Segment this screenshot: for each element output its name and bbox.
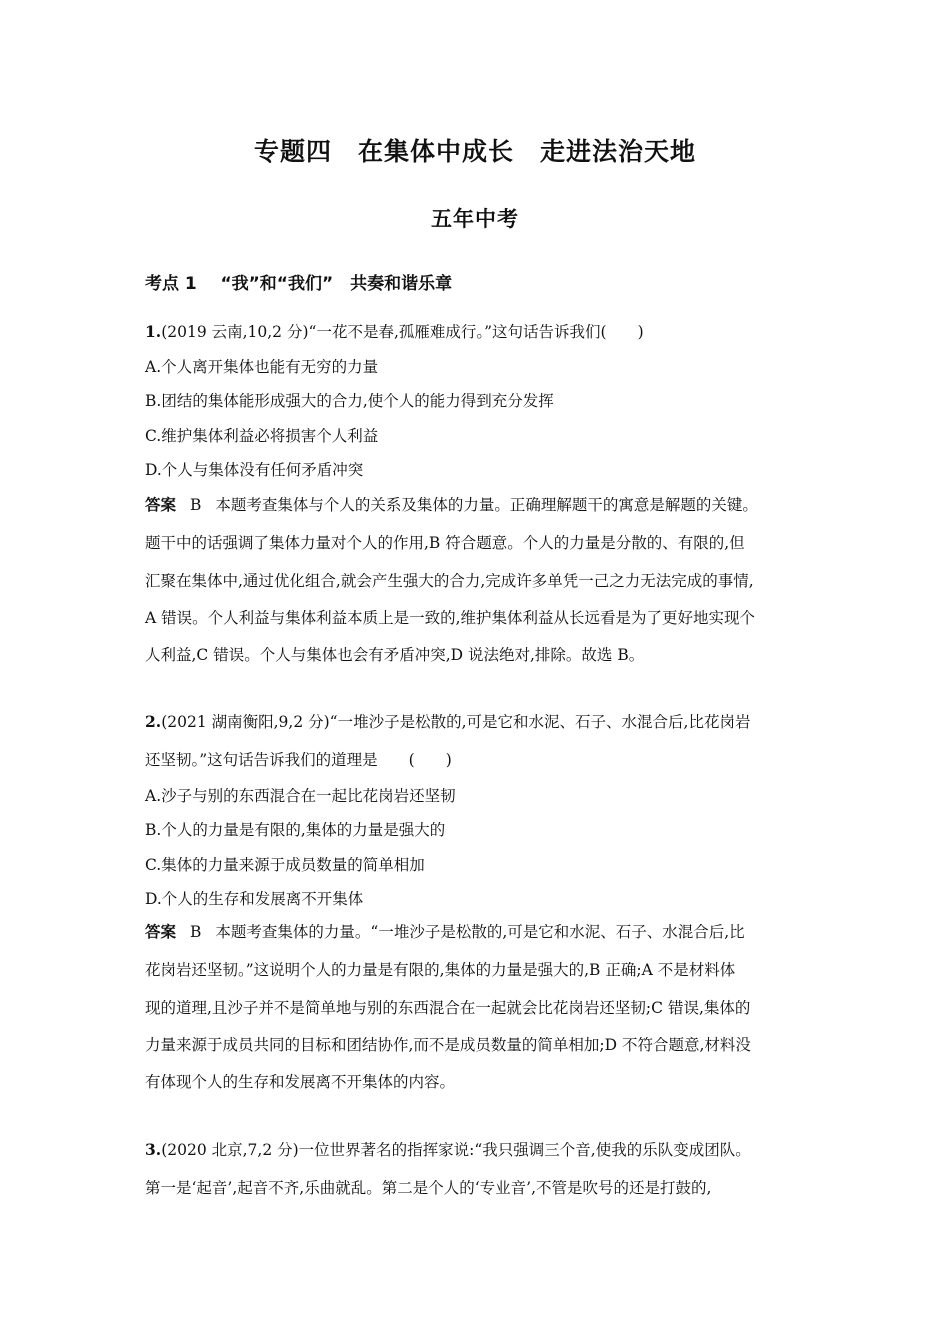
question-1-option-c: C.维护集体利益必将损害个人利益 [145, 427, 379, 445]
question-1-stem-line: (2019 云南,10,2 分)“一花不是春,孤雁难成行。”这句话告诉我们( ) [161, 323, 644, 341]
question-2-option-d: D.个人的生存和发展离不开集体 [145, 890, 364, 908]
question-1-number: 1. [145, 322, 162, 341]
section-label: 考点 1 [145, 274, 197, 294]
answer-letter: B [190, 923, 202, 941]
question-2-answer-line: 现的道理,且沙子并不是简单地与别的东西混合在一起就会比花岗岩还坚韧;C 错误,集体的 [145, 999, 751, 1017]
question-1-answer [145, 495, 758, 515]
question-3-stem-line: 第一是‘起音’,起音不齐,乐曲就乱。第二是个人的‘专业音’,不管是吹号的还是打鼓的, [145, 1179, 712, 1197]
question-2-answer-line: 花岗岩还坚韧。”这说明个人的力量是有限的,集体的力量是强大的,B 正确;A 不是材料体 [145, 961, 736, 979]
question-2-stem-line: (2021 湖南衡阳,9,2 分)“一堆沙子是松散的,可是它和水泥、石子、水混合后,比花岗岩 [161, 713, 751, 731]
question-2-stem [145, 712, 750, 732]
answer-line: 本题考查集体的力量。“一堆沙子是松散的,可是它和水泥、石子、水混合后,比 [215, 923, 745, 941]
question-2-option-a: A.沙子与别的东西混合在一起比花岗岩还坚韧 [145, 787, 456, 805]
question-1-answer-line: 题干中的话强调了集体力量对个人的作用,B 符合题意。个人的力量是分散的、有限的,但 [145, 534, 745, 552]
question-2-stem-line: 还坚韧。”这句话告诉我们的道理是 ( ) [145, 751, 452, 769]
answer-label: 答案 [145, 496, 177, 514]
question-3-stem [145, 1140, 751, 1160]
question-1-option-b: B.团结的集体能形成强大的合力,使个人的能力得到充分发挥 [145, 392, 554, 410]
question-1-stem [145, 322, 644, 342]
question-1-option-a: A.个人离开集体也能有无穷的力量 [145, 358, 379, 376]
answer-label: 答案 [145, 923, 177, 941]
question-2-answer-line: 力量来源于成员共同的目标和团结协作,而不是成员数量的简单相加;D 不符合题意,材料没 [145, 1036, 751, 1054]
question-2-number: 2. [145, 712, 162, 731]
page-title: 专题四 在集体中成长 走进法治天地 [253, 137, 696, 166]
question-3-stem-line: (2020 北京,7,2 分)一位世界著名的指挥家说:“我只强调三个音,使我的乐队变成团队。 [161, 1141, 751, 1159]
question-2-option-b: B.个人的力量是有限的,集体的力量是强大的 [145, 821, 446, 839]
page-subtitle: 五年中考 [431, 207, 519, 231]
question-2-option-c: C.集体的力量来源于成员数量的简单相加 [145, 856, 425, 874]
question-1-answer-line: 汇聚在集体中,通过优化组合,就会产生强大的合力,完成许多单凭一己之力无法完成的事情, [145, 572, 754, 590]
question-1-answer-line: 人利益,C 错误。个人与集体也会有矛盾冲突,D 说法绝对,排除。故选 B。 [145, 646, 645, 664]
question-1-option-d: D.个人与集体没有任何矛盾冲突 [145, 461, 364, 479]
question-2-answer-line: 有体现个人的生存和发展离不开集体的内容。 [145, 1073, 456, 1091]
question-1-answer-line: A 错误。个人利益与集体利益本质上是一致的,维护集体利益从长远看是为了更好地实现个 [145, 609, 756, 627]
answer-letter: B [190, 496, 202, 514]
answer-line: 本题考查集体与个人的关系及集体的力量。正确理解题干的寓意是解题的关键。 [215, 496, 758, 514]
question-3-number: 3. [145, 1140, 162, 1159]
question-2-answer [145, 922, 745, 942]
section-heading-text: “我”和“我们” 共奏和谐乐章 [220, 274, 453, 294]
section-heading [145, 269, 452, 294]
